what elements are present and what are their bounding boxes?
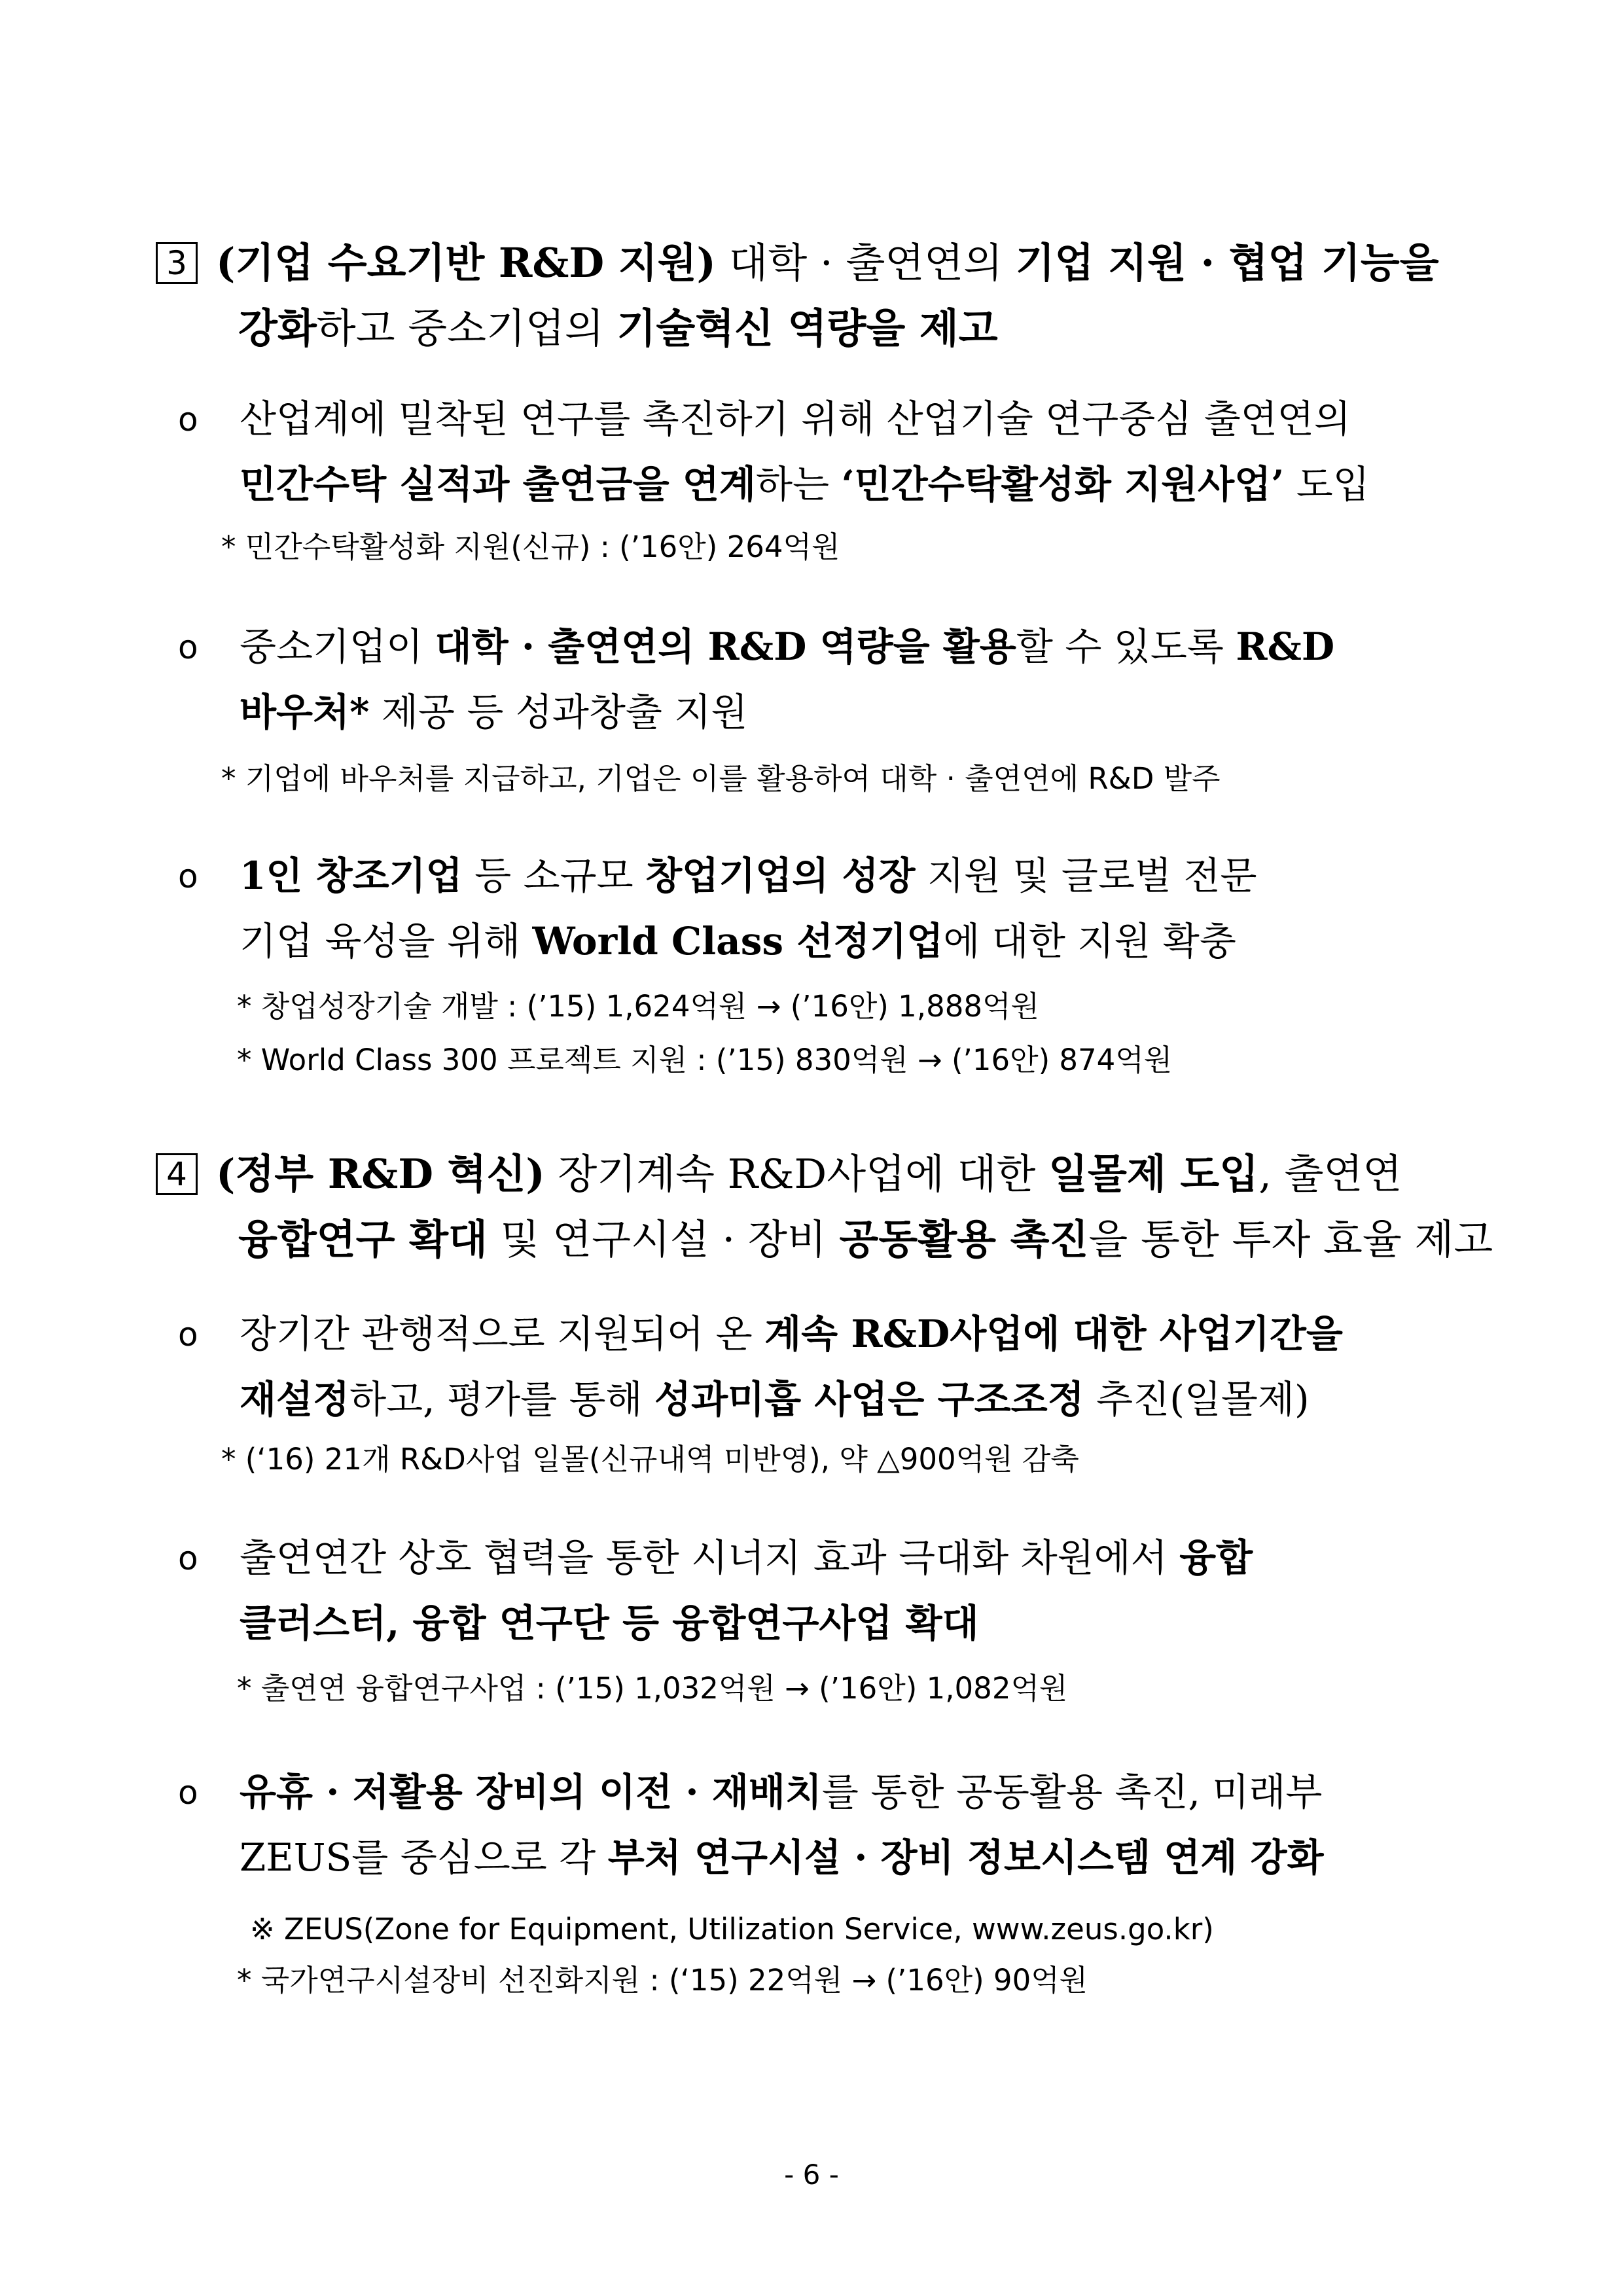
footnote: * 기업에 바우처를 지급하고, 기업은 이를 활용하여 대학 · 출연연에 R&D 발주: [221, 761, 1221, 796]
bullet-4-line-1: 장기간 관행적으로 지원되어 온 계속 R&D사업에 대한 사업기간을: [240, 1312, 1343, 1356]
section-3-title: (기업 수요기반 R&D 지원): [216, 239, 716, 287]
bullet-1-line-2: 민간수탁 실적과 출연금을 연계하는 ‘민간수탁활성화 지원사업’ 도입: [240, 462, 1370, 507]
bullet-5-line-1: 출연연간 상호 협력을 통한 시너지 효과 극대화 차원에서 융합: [240, 1535, 1253, 1580]
section-number-box: 3: [156, 242, 198, 284]
bullet-6-line-2: ZEUS를 중심으로 각 부처 연구시설 · 장비 정보시스템 연계 강화: [240, 1835, 1324, 1880]
bullet-2-line-2: 바우처* 제공 등 성과창출 지원: [240, 690, 748, 734]
footnote: * World Class 300 프로젝트 지원 : (’15) 830억원 → (’16안) 874억원: [237, 1043, 1173, 1077]
section-number-box: 4: [156, 1153, 198, 1195]
footnote: * 창업성장기술 개발 : (’15) 1,624억원 → (’16안) 1,888억원: [237, 989, 1039, 1024]
bullet-3-line-2: 기업 육성을 위해 World Class 선정기업에 대한 지원 확충: [240, 919, 1236, 963]
bullet-marker: o: [178, 628, 198, 666]
bullet-6-line-1: 유휴 · 저활용 장비의 이전 · 재배치를 통한 공동활용 촉진, 미래부: [240, 1770, 1323, 1814]
page-number: - 6 -: [784, 2159, 839, 2191]
section-4-line-1: (정부 R&D 혁신) 장기계속 R&D사업에 대한 일몰제 도입, 출연연: [216, 1150, 1402, 1198]
footnote: * (‘16) 21개 R&D사업 일몰(신규내역 미반영), 약 △900억원 감축: [221, 1442, 1079, 1477]
footnote: * 민간수탁활성화 지원(신규) : (’16안) 264억원: [221, 529, 840, 564]
bullet-1-line-1: 산업계에 밀착된 연구를 촉진하기 위해 산업기술 연구중심 출연연의: [240, 397, 1351, 441]
bullet-marker: o: [178, 401, 198, 439]
bullet-2-line-1: 중소기업이 대학 · 출연연의 R&D 역량을 활용할 수 있도록 R&D: [240, 624, 1335, 669]
section-4-line-2: 융합연구 확대 및 연구시설 · 장비 공동활용 촉진을 통한 투자 효율 제고: [238, 1215, 1493, 1263]
bullet-marker: o: [178, 857, 198, 895]
section-3-line-1: (기업 수요기반 R&D 지원) 대학 · 출연연의 기업 지원 · 협업 기능을: [216, 239, 1439, 287]
bullet-5-line-2: 클러스터, 융합 연구단 등 융합연구사업 확대: [240, 1601, 979, 1645]
bullet-3-line-1: 1인 창조기업 등 소규모 창업기업의 성장 지원 및 글로벌 전문: [240, 853, 1257, 898]
footnote: * 출연연 융합연구사업 : (’15) 1,032억원 → (’16안) 1,082억원: [237, 1671, 1068, 1706]
footnote: * 국가연구시설장비 선진화지원 : (‘15) 22억원 → (’16안) 90억원: [237, 1963, 1088, 1998]
bullet-marker: o: [178, 1316, 198, 1354]
bullet-marker: o: [178, 1774, 198, 1812]
section-3-line-2: 강화하고 중소기업의 기술혁신 역량을 제고: [238, 304, 998, 352]
bullet-marker: o: [178, 1539, 198, 1577]
reference-note: ※ ZEUS(Zone for Equipment, Utilization Service, www.zeus.go.kr): [250, 1912, 1214, 1946]
bullet-4-line-2: 재설정하고, 평가를 통해 성과미흡 사업은 구조조정 추진(일몰제): [240, 1377, 1310, 1422]
section-4-title: (정부 R&D 혁신): [216, 1150, 545, 1198]
